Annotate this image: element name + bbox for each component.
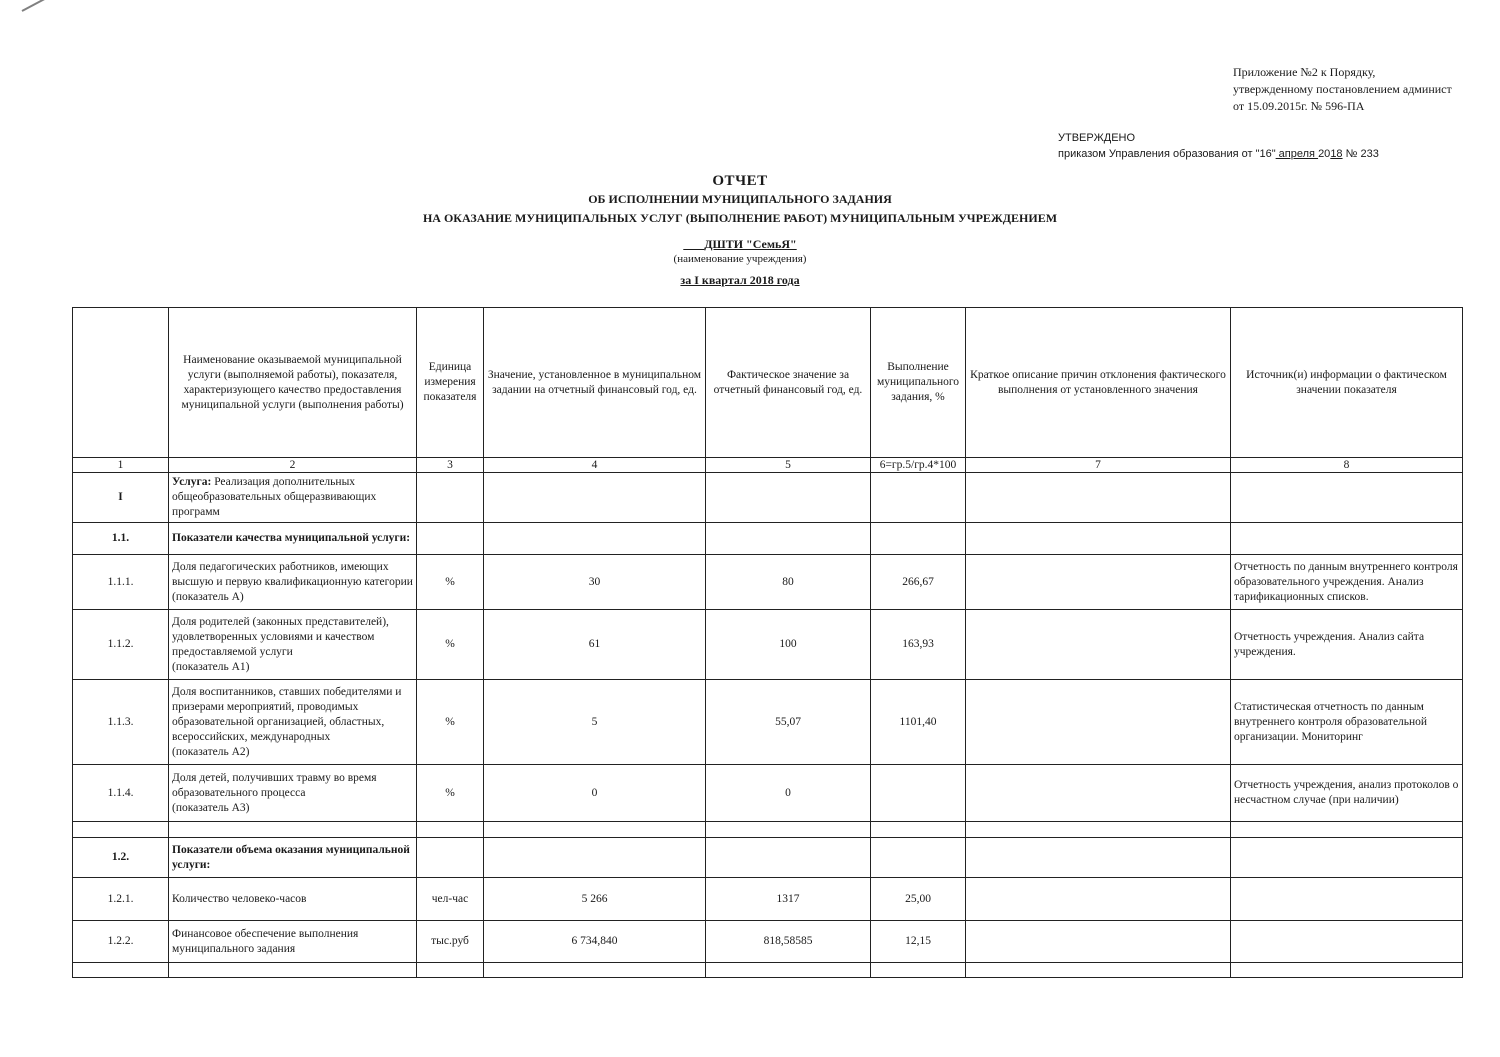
header-cell: Фактическое значение за отчетный финансовый год, ед. [706, 308, 871, 458]
table-row [73, 878, 1463, 921]
info-source: Отчетность учреждения. Анализ сайта учреждения. [1231, 610, 1463, 680]
approval-year: 18 [1330, 148, 1343, 160]
deviation-reason [966, 555, 1231, 610]
header-cell: Выполнение муниципального задания, % [871, 308, 966, 458]
column-number: 3 [417, 458, 484, 473]
completion-percent: 12,15 [871, 921, 966, 963]
info-source: Статистическая отчетность по данным внутреннего контроля образовательной организации. Мониторинг [1231, 680, 1463, 765]
info-source [1231, 921, 1463, 963]
group-number: 1.1. [73, 523, 169, 555]
unit-cell: % [417, 680, 484, 765]
section-text: Реализация дополнительных общеобразовательных общеразвивающих программ [172, 476, 377, 518]
plan-value: 6 734,840 [484, 921, 706, 963]
approval-stamp-text [1058, 130, 1379, 162]
fact-value: 55,07 [706, 680, 871, 765]
table-header-row [73, 308, 1463, 458]
indicator-name: Доля воспитанников, ставших победителями и призерами мероприятий, проводимых образовательной организацией, областных, всероссийских, международных (показатель А2) [169, 680, 417, 765]
column-number-row [73, 458, 1463, 473]
spacer-row [73, 822, 1463, 838]
group-row-volume [73, 838, 1463, 878]
unit-cell: % [417, 555, 484, 610]
fact-value: 1317 [706, 878, 871, 921]
appendix-line-1: Приложение №2 к Порядку, [1233, 65, 1376, 79]
fact-value: 80 [706, 555, 871, 610]
header-cell [73, 308, 169, 458]
table-row [73, 921, 1463, 963]
table-row [73, 680, 1463, 765]
info-source [1231, 878, 1463, 921]
indicator-name: Доля педагогических работников, имеющих высшую и первую квалификационную категории (показатель А) [169, 555, 417, 610]
unit-cell: % [417, 610, 484, 680]
completion-percent: 25,00 [871, 878, 966, 921]
section-number: I [73, 473, 169, 523]
plan-value: 5 266 [484, 878, 706, 921]
group-row-quality [73, 523, 1463, 555]
row-number: 1.1.2. [73, 610, 169, 680]
completion-percent: 1101,40 [871, 680, 966, 765]
report-subtitle-1: ОБ ИСПОЛНЕНИИ МУНИЦИПАЛЬНОГО ЗАДАНИЯ [588, 192, 892, 206]
plan-value: 61 [484, 610, 706, 680]
header-cell: Источник(и) информации о фактическом значении показателя [1231, 308, 1463, 458]
header-cell: Значение, установленное в муниципальном задании на отчетный финансовый год, ед. [484, 308, 706, 458]
section-title [169, 473, 417, 523]
table-row [73, 610, 1463, 680]
approval-prefix: приказом Управления образования от "16" [1058, 148, 1276, 160]
unit-cell: % [417, 765, 484, 822]
completion-percent: 163,93 [871, 610, 966, 680]
appendix-note [1233, 64, 1452, 115]
deviation-reason [966, 610, 1231, 680]
group-title: Показатели объема оказания муниципальной услуги: [169, 838, 417, 878]
header-cell: Наименование оказываемой муниципальной услуги (выполняемой работы), показателя, характеризующего качество предоставления муниципальной услуги (выполнения работы) [169, 308, 417, 458]
report-period: за I квартал 2018 года [680, 273, 800, 287]
row-number: 1.1.3. [73, 680, 169, 765]
unit-cell: тыс.руб [417, 921, 484, 963]
deviation-reason [966, 921, 1231, 963]
fact-value: 100 [706, 610, 871, 680]
approval-number: № 233 [1342, 148, 1379, 160]
institution-name: ДШТИ "СемьЯ" [704, 237, 797, 251]
indicator-name: Финансовое обеспечение выполнения муниципального задания [169, 921, 417, 963]
completion-percent: 266,67 [871, 555, 966, 610]
approval-month: апреля [1275, 148, 1319, 160]
deviation-reason [966, 878, 1231, 921]
deviation-reason [966, 680, 1231, 765]
indicator-name: Доля детей, получивших травму во время образовательного процесса (показатель А3) [169, 765, 417, 822]
row-number: 1.1.4. [73, 765, 169, 822]
column-number: 7 [966, 458, 1231, 473]
plan-value: 30 [484, 555, 706, 610]
report-subtitle-2: НА ОКАЗАНИЕ МУНИЦИПАЛЬНЫХ УСЛУГ (ВЫПОЛНЕНИЕ РАБОТ) МУНИЦИПАЛЬНЫМ УЧРЕЖДЕНИЕМ [422, 211, 1058, 225]
section-row [73, 473, 1463, 523]
approval-order [1058, 146, 1379, 162]
table-row [73, 765, 1463, 822]
approval-year-prefix: 20 [1318, 148, 1331, 160]
report-table [72, 307, 1463, 978]
group-title: Показатели качества муниципальной услуги: [169, 523, 417, 555]
column-number: 1 [73, 458, 169, 473]
column-number: 5 [706, 458, 871, 473]
column-number: 6=гр.5/гр.4*100 [871, 458, 966, 473]
indicator-name: Количество человеко-часов [169, 878, 417, 921]
header-cell: Краткое описание причин отклонения фактического выполнения от установленного значения [966, 308, 1231, 458]
plan-value: 0 [484, 765, 706, 822]
row-number: 1.2.2. [73, 921, 169, 963]
column-number: 4 [484, 458, 706, 473]
deviation-reason [966, 765, 1231, 822]
fact-value: 0 [706, 765, 871, 822]
column-number: 2 [169, 458, 417, 473]
section-label: Услуга: [172, 476, 212, 488]
appendix-line-3: от 15.09.2015г. № 596-ПА [1233, 99, 1365, 113]
report-title: ОТЧЕТ [712, 173, 768, 189]
plan-value: 5 [484, 680, 706, 765]
info-source: Отчетность учреждения, анализ протоколов о несчастном случае (при наличии) [1231, 765, 1463, 822]
header-cell: Единица измерения показателя [417, 308, 484, 458]
fact-value: 818,58585 [706, 921, 871, 963]
table-row [73, 555, 1463, 610]
column-number: 8 [1231, 458, 1463, 473]
unit-cell: чел-час [417, 878, 484, 921]
appendix-line-2: утвержденному постановлением админист [1233, 82, 1452, 96]
row-number: 1.1.1. [73, 555, 169, 610]
pen-mark-decoration [22, 0, 76, 12]
row-number: 1.2.1. [73, 878, 169, 921]
completion-percent [871, 765, 966, 822]
spacer-row [73, 963, 1463, 978]
report-title-block [0, 173, 1480, 288]
group-number: 1.2. [73, 838, 169, 878]
indicator-name: Доля родителей (законных представителей), удовлетворенных условиями и качеством предоставляемой услуги (показатель А1) [169, 610, 417, 680]
institution-hint: (наименование учреждения) [673, 253, 807, 265]
approval-label: УТВЕРЖДЕНО [1058, 132, 1136, 144]
info-source: Отчетность по данным внутреннего контроля образовательного учреждения. Анализ тарификационных списков. [1231, 555, 1463, 610]
